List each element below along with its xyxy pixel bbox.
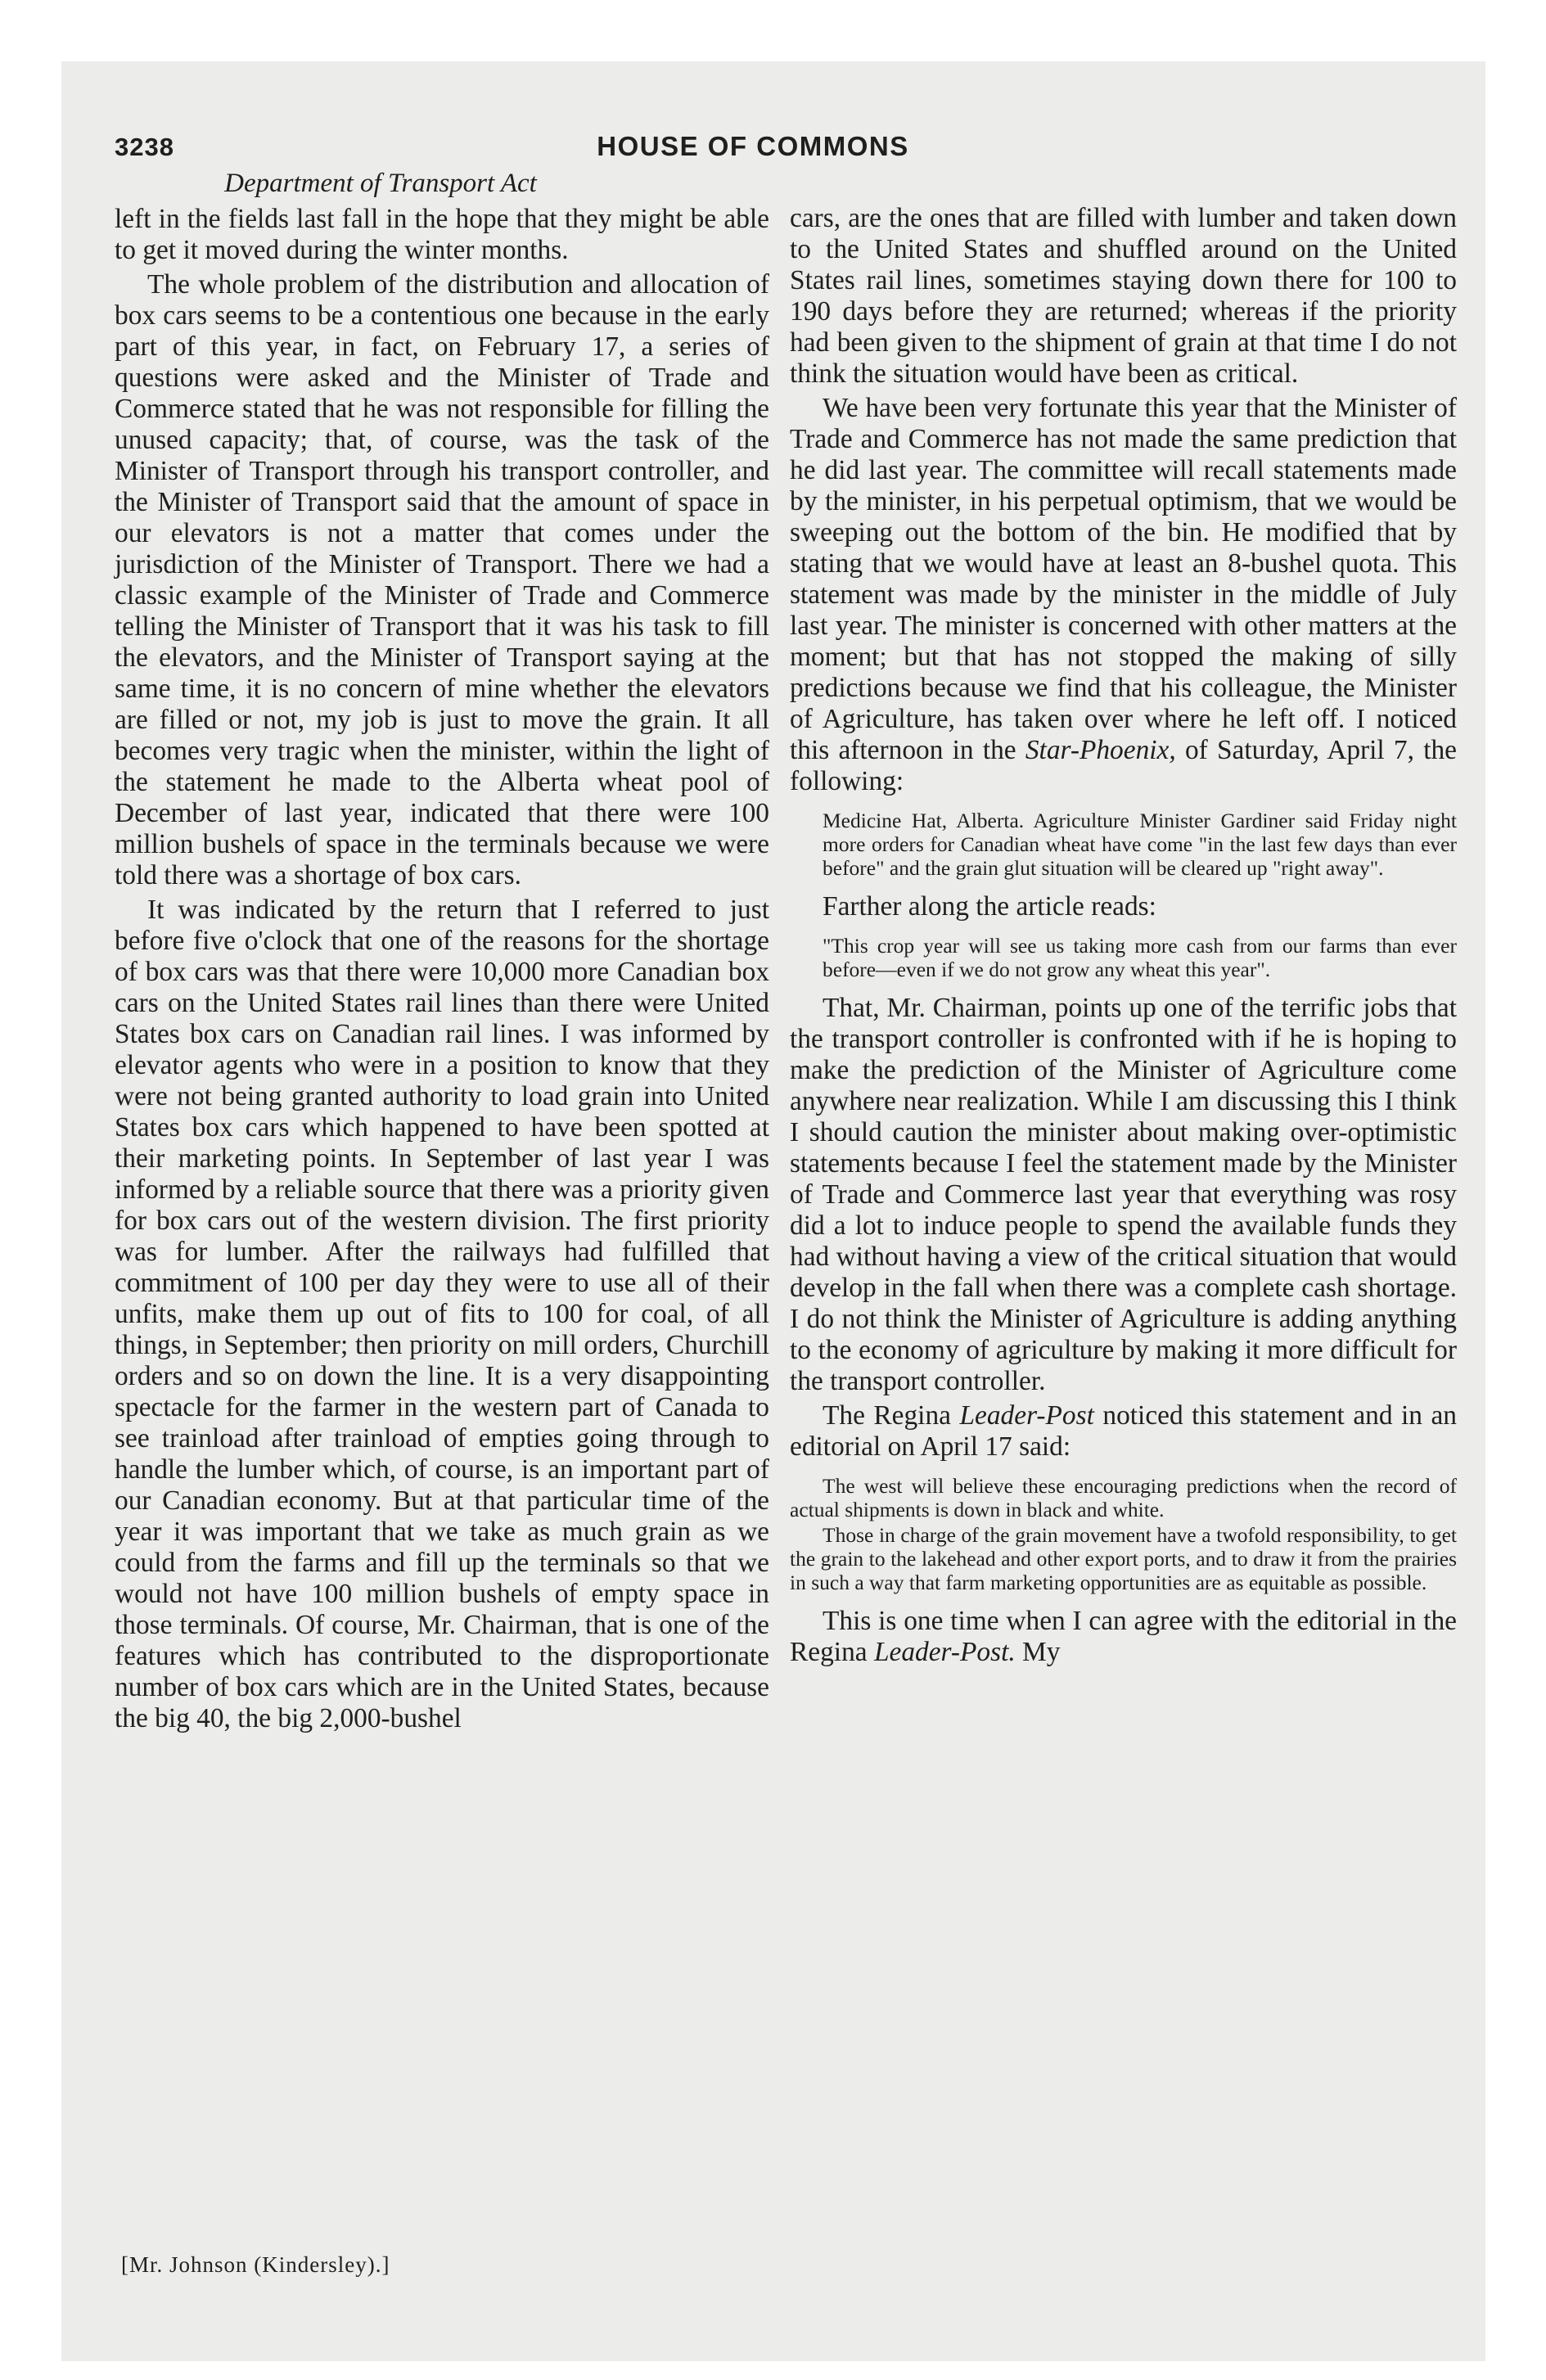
paragraph-text: The Regina	[823, 1400, 960, 1431]
paragraph-text: This is one time when I can agree with the editorial in the Regina	[790, 1606, 1457, 1667]
paragraph	[790, 1606, 1457, 1668]
paragraph: Farther along the article reads:	[823, 891, 1156, 922]
paragraph-text: We have been very fortunate this year that the Minister of Trade and Commerce has not made the same prediction that he did last year. The committee will recall statements made by the minister, in his perpetual optimism, that we would be sweeping out the bottom of the bin. He modified that by stating that we would have at least an 8-bushel quota. This statement was made by the minister in the middle of July last year. The minister is concerned with other matters at the moment; but that has not stopped the making of silly predictions because we find that his colleague, the Minister of Agriculture, has taken over where he left off. I noticed this afternoon in the	[790, 393, 1457, 765]
paragraph: It was indicated by the return that I referred to just before five o'clock that one of the reasons for the shortage of box cars was that there were 10,000 more Canadian box cars on the United States rail lines than there were United States box cars on Canadian rail lines. I was informed by elevator agents who were in a position to know that they were not being granted authority to load grain into United States box cars which happened to have been spotted at their marketing points. In September of last year I was informed by a reliable source that there was a priority given for box cars out of the western division. The first priority was for lumber. After the railways had fulfilled that commitment of 100 per day they were to use all of their unfits, make them up out of fits to 100 for coal, of all things, in September; then priority on mill orders, Churchill orders and so on down the line. It is a very disappointing spectacle for the farmer in the western part of Canada to see trainload after trainload of empties going through to handle the lumber which, of course, is an important part of our Canadian economy. But at that particular time of the year it was important that we take as much grain as we could from the farms and fill up the terminals so that we would not have 100 million bushels of empty space in those terminals. Of course, Mr. Chairman, that is one of the features which has contributed to the disproportionate number of box cars which are in the United States, because the big 40, the big 2,000-bushel	[115, 895, 769, 1733]
paragraph: The whole problem of the distribution and allocation of box cars seems to be a contentious one because in the early part of this year, in fact, on February 17, a series of questions were asked and the Minister of Trade and Commerce stated that he was not responsible for filling the unused capacity; that, of course, was the task of the Minister of Transport through his transport controller, and the Minister of Transport said that the amount of space in our elevators is not a matter that comes under the jurisdiction of the Minister of Transport. There we had a classic example of the Minister of Trade and Commerce telling the Minister of Transport that it was his task to fill the elevators, and the Minister of Transport saying at the same time, it is no concern of mine whether the elevators are filled or not, my job is just to move the grain. It all becomes very tragic when the minister, within the light of the statement he made to the Alberta wheat pool of December of last year, indicated that there were 100 million bushels of space in the terminals because we were told there was a shortage of box cars.	[115, 269, 769, 890]
right-column	[790, 203, 1457, 1668]
paragraph	[790, 393, 1457, 797]
quotation: Medicine Hat, Alberta. Agriculture Minister Gardiner said Friday night more orders for Canadian wheat have come "in the last few days than ever before" and the grain glut situation will be cleared up "right away".	[823, 809, 1457, 880]
paragraph-text: of Saturday, April 7, the following:	[790, 735, 1457, 796]
paragraph-text: My	[1015, 1637, 1061, 1667]
section-head: Department of Transport Act	[224, 169, 537, 198]
paragraph: cars, are the ones that are filled with lumber and taken down to the United States and shuffled around on the United States rail lines, sometimes staying down there for 100 to 190 days before they are returned; whereas if the priority had been given to the shipment of grain at that time I do not think the situation would have been as critical.	[790, 203, 1457, 389]
newspaper-name: Leader-Post	[959, 1400, 1094, 1431]
quotation-paragraph: The west will believe these encouraging predictions when the record of actual shipments is down in black and white.	[790, 1474, 1457, 1521]
page-number: 3238	[115, 133, 174, 161]
quotation: "This crop year will see us taking more cash from our farms than ever before—even if we do not grow any wheat this year".	[823, 934, 1457, 981]
editorial-quotation	[790, 1474, 1457, 1594]
speaker-attribution: [Mr. Johnson (Kindersley).]	[121, 2252, 390, 2277]
quotation-paragraph: Those in charge of the grain movement have a twofold responsibility, to get the grain to the lakehead and other export ports, and to draw it from the prairies in such a way that farm marketing opportunities are as equitable as possible.	[790, 1523, 1457, 1594]
paragraph-text: noticed this statement and in an editorial on April 17 said:	[790, 1400, 1457, 1462]
newspaper-name: Star-Phoenix,	[1025, 735, 1176, 765]
left-column	[115, 168, 769, 1734]
newspaper-name: Leader-Post.	[873, 1637, 1016, 1667]
paragraph: left in the fields last fall in the hope that they might be able to get it moved during the winter months.	[115, 204, 769, 265]
running-head: HOUSE OF COMMONS	[597, 131, 909, 161]
paragraph	[790, 1400, 1457, 1463]
paragraph: That, Mr. Chairman, points up one of the terrific jobs that the transport controller is confronted with if he is hoping to make the prediction of the Minister of Agriculture come anywhere near realization. While I am discussing this I think I should caution the minister about making over-optimistic statements because I feel the statement made by the Minister of Trade and Commerce last year that everything was rosy did a lot to induce people to spend the available funds they had without having a view of the critical situation that would develop in the fall when there was a complete cash shortage. I do not think the Minister of Agriculture is adding anything to the economy of agriculture by making it more difficult for the transport controller.	[790, 993, 1457, 1396]
